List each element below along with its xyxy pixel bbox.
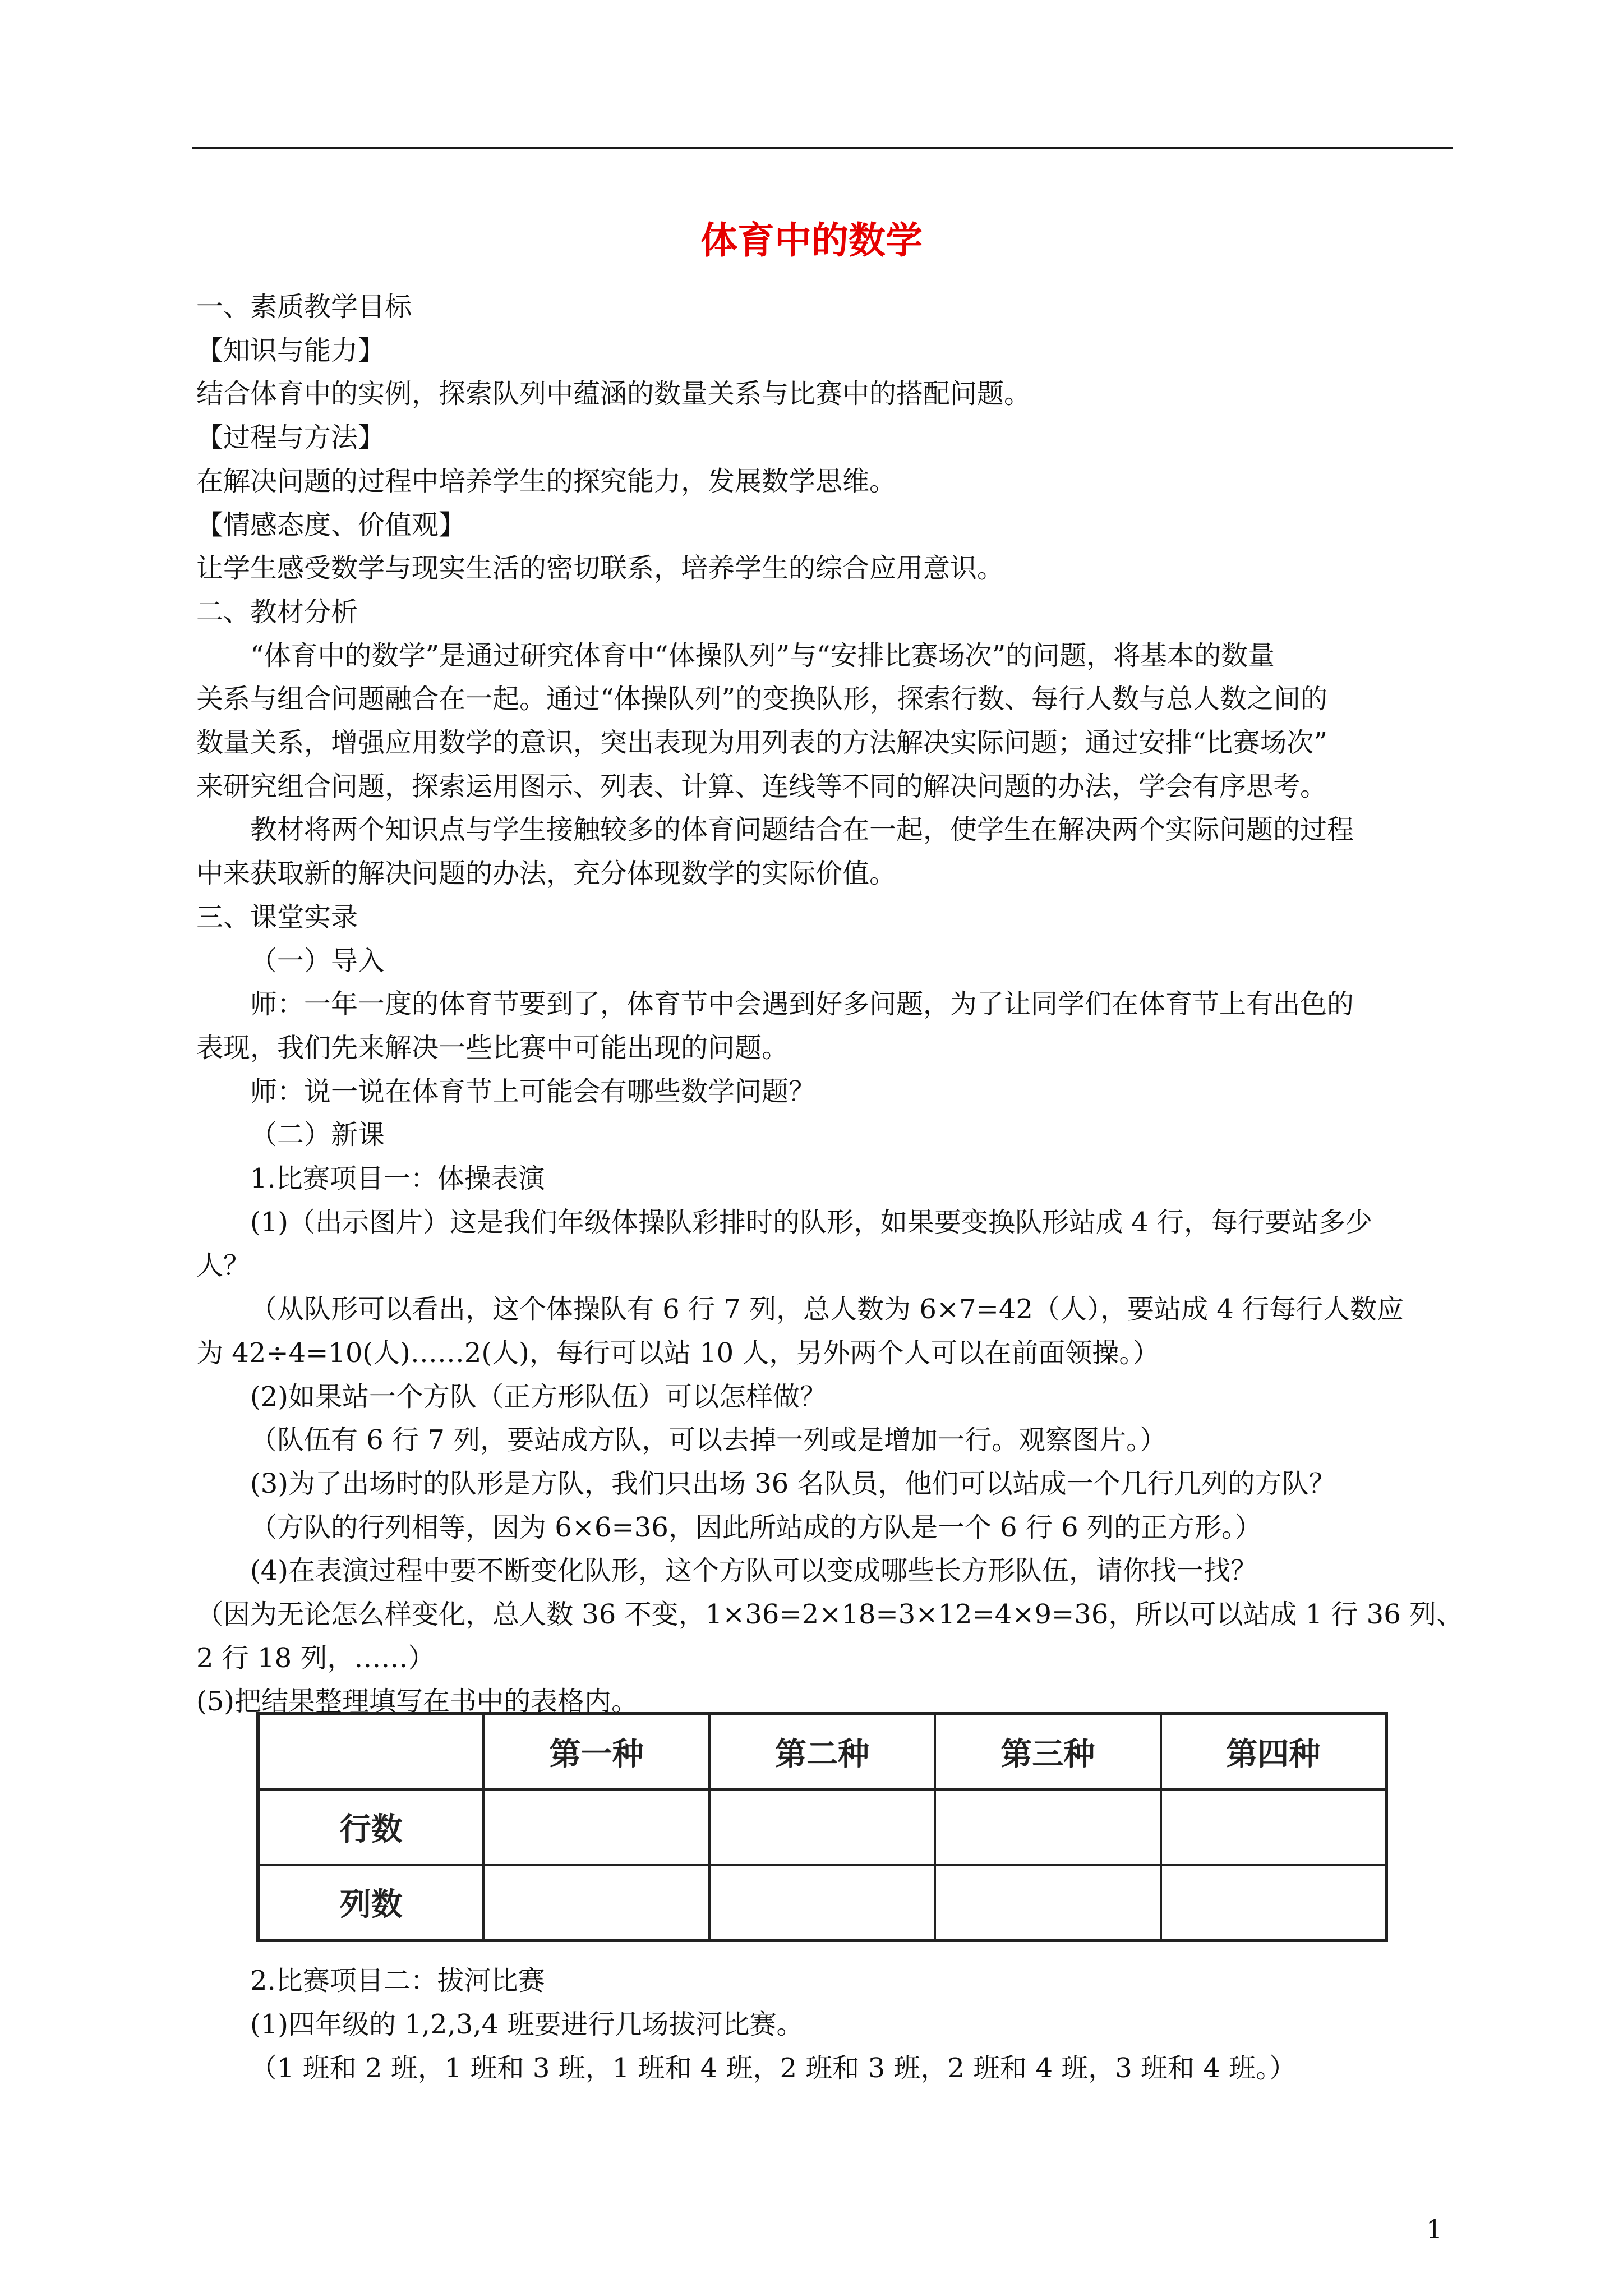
text-line: (4)在表演过程中要不断变化队形，这个方队可以变成哪些长方形队伍，请你找一找？ (250, 1555, 1257, 1587)
text-line: （从队形可以看出，这个体操队有 6 行 7 列，总人数为 6×7=42（人），要站成 4 行每行人数应 (250, 1294, 1404, 1326)
text-line: 为 42÷4=10(人)……2(人)，每行可以站 10 人，另外两个人可以在前面领操。） (196, 1337, 1160, 1369)
row-label: 行数 (258, 1789, 483, 1865)
table-row (258, 1789, 1386, 1865)
text-line: 中来获取新的解决问题的办法，充分体现数学的实际价值。 (196, 858, 897, 890)
text-line: 来研究组合问题，探索运用图示、列表、计算、连线等不同的解决问题的办法，学会有序思考。 (196, 770, 1327, 802)
text-line: 【过程与方法】 (196, 422, 385, 454)
text-line: 1.比赛项目一：体操表演 (250, 1163, 545, 1194)
text-line: 2 行 18 列，……） (196, 1642, 435, 1674)
text-line: （队伍有 6 行 7 列，要站成方队，可以去掉一列或是增加一行。观察图片。） (250, 1424, 1167, 1456)
text-line: （方队的行列相等，因为 6×6=36，因此所站成的方队是一个 6 行 6 列的正方形。） (250, 1511, 1262, 1543)
text-line: (1)（出示图片）这是我们年级体操队彩排时的队形，如果要变换队形站成 4 行，每行要站多少 (250, 1206, 1373, 1238)
text-line: (1)四年级的 1,2,3,4 班要进行几场拔河比赛。 (250, 2009, 804, 2040)
text-line: 【情感态度、价值观】 (196, 509, 466, 541)
text-line: 人？ (196, 1250, 251, 1282)
table-cell (709, 1865, 935, 1940)
text-line: （一）导入 (250, 945, 385, 977)
text-line: 师：一年一度的体育节要到了，体育节中会遇到好多问题，为了让同学们在体育节上有出色的 (250, 988, 1354, 1020)
text-line: “体育中的数学”是通过研究体育中“体操队列”与“安排比赛场次”的问题，将基本的数量 (250, 639, 1275, 671)
text-line: 师：说一说在体育节上可能会有哪些数学问题？ (250, 1075, 816, 1107)
table-cell (935, 1865, 1160, 1940)
table-header-cell: 第一种 (483, 1714, 709, 1789)
text-line: （二）新课 (250, 1119, 385, 1151)
table-header-cell (258, 1714, 483, 1789)
row-label: 列数 (258, 1865, 483, 1940)
text-line: 让学生感受数学与现实生活的密切联系，培养学生的综合应用意识。 (196, 553, 1004, 585)
table-header-cell: 第二种 (709, 1714, 935, 1789)
text-line: 2.比赛项目二：拔河比赛 (250, 1965, 545, 1996)
table-cell (483, 1789, 709, 1865)
table-header-cell: 第四种 (1161, 1714, 1386, 1789)
text-line: (5)把结果整理填写在书中的表格内。 (196, 1686, 638, 1718)
text-line: 教材将两个知识点与学生接触较多的体育问题结合在一起，使学生在解决两个实际问题的过程 (250, 814, 1354, 846)
text-line: （1 班和 2 班，1 班和 3 班，1 班和 4 班，2 班和 3 班，2 班和 4 班，3 班和 4 班。） (250, 2053, 1297, 2084)
page-number: 1 (1426, 2214, 1443, 2244)
text-line: （因为无论怎么样变化，总人数 36 不变，1×36=2×18=3×12=4×9=36，所以可以站成 1 行 36 列、 (196, 1599, 1464, 1630)
table-cell (1161, 1789, 1386, 1865)
text-line: 关系与组合问题融合在一起。通过“体操队列”的变换队形，探索行数、每行人数与总人数之间的 (196, 683, 1328, 715)
table-row (258, 1865, 1386, 1940)
table-cell (709, 1789, 935, 1865)
table-cell (935, 1789, 1160, 1865)
table-cell (483, 1865, 709, 1940)
text-line: 【知识与能力】 (196, 334, 385, 366)
header-rule (192, 147, 1453, 149)
text-line: (3)为了出场时的队形是方队，我们只出场 36 名队员，他们可以站成一个几行几列的方队？ (250, 1467, 1336, 1499)
text-line: (2)如果站一个方队（正方形队伍）可以怎样做？ (250, 1381, 827, 1412)
text-line: 数量关系，增强应用数学的意识，突出表现为用列表的方法解决实际问题；通过安排“比赛场次” (196, 727, 1328, 758)
text-line: 三、课堂实录 (196, 901, 358, 933)
table-cell (1161, 1865, 1386, 1940)
text-line: 二、教材分析 (196, 596, 358, 628)
text-line: 一、素质教学目标 (196, 291, 412, 323)
text-line: 结合体育中的实例，探索队列中蕴涵的数量关系与比赛中的搭配问题。 (196, 378, 1031, 410)
table-header-cell: 第三种 (935, 1714, 1160, 1789)
text-line: 表现，我们先来解决一些比赛中可能出现的问题。 (196, 1032, 789, 1064)
document-title: 体育中的数学 (700, 218, 923, 262)
table-header-row (258, 1714, 1386, 1789)
text-line: 在解决问题的过程中培养学生的探究能力，发展数学思维。 (196, 465, 897, 497)
formation-table (256, 1712, 1388, 1942)
